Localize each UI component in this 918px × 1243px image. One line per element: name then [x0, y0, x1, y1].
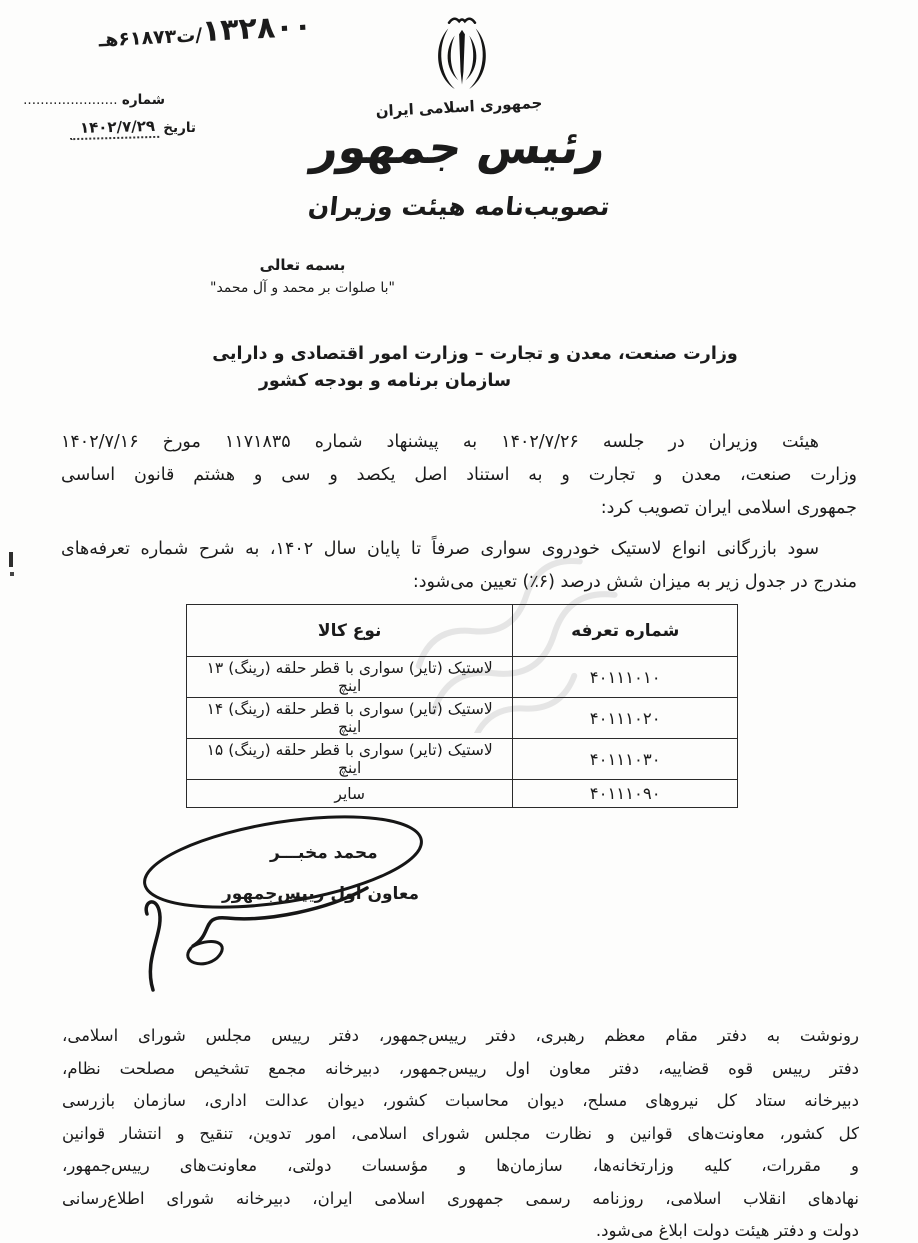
distribution-line: رونوشت به دفتر مقام معظم رهبری، دفتر رییس‌جمهور، دفتر رییس مجلس شورای اسلامی،: [62, 1026, 859, 1045]
tariff-cell: ۴۰۱۱۱۰۱۰: [513, 657, 738, 698]
number-field: [25, 92, 165, 108]
distribution-line: دولت و دفتر هیئت دولت ابلاغ می‌شود.: [595, 1221, 859, 1240]
table-header-goods: نوع کالا: [187, 605, 513, 657]
tariff-cell: ۴۰۱۱۱۰۲۰: [513, 698, 738, 739]
table-header-row: [187, 605, 738, 657]
body-paragraph-2: [61, 533, 857, 599]
letterhead-doc-type: تصویب‌نامه هیئت وزیران: [306, 192, 612, 221]
table-header-tariff: شماره تعرفه: [513, 605, 738, 657]
date-value: ۱۴۰۲/۷/۲۹: [70, 117, 160, 140]
signer-name: محمد مخبـــر: [270, 843, 378, 863]
goods-cell: سایر: [187, 780, 513, 808]
distribution-line: دبیرخانه ستاد کل نیروهای مسلح، دیوان محاسبات کشور، دیوان عدالت اداری، سازمان بازرسی: [62, 1091, 859, 1110]
distribution-line: کل کشور، معاونت‌های قوانین و نظارت مجلس شورای اسلامی، امور تدوین، تنقیح و انتشار قوانین: [62, 1123, 859, 1143]
reference-number: [19, 8, 312, 58]
body-line: سود بازرگانی انواع لاستیک خودروی سواری صرفاً تا پایان سال ۱۴۰۲، به شرح شماره تعرفه‌های: [61, 539, 819, 559]
distribution-line: دفتر رییس قوه قضاییه، دفتر معاون اول رییس‌جمهور، دبیرخانه مجمع تشخیص مصلحت نظام،: [62, 1058, 859, 1078]
tariff-cell: ۴۰۱۱۱۰۹۰: [513, 780, 738, 808]
scan-edge-mark: [9, 552, 13, 567]
letterhead-office-title: رئیس جمهور: [308, 120, 610, 174]
bismillah-text: بسمه تعالی: [259, 256, 346, 274]
goods-cell: لاستیک (تایر) سواری با قطر حلقه (رینگ) ۱۵ اینچ: [187, 739, 513, 780]
body-line: مندرج در جدول زیر به میزان شش درصد (۶٪) تعیین می‌شود:: [412, 572, 857, 592]
tariff-table: [186, 604, 738, 808]
table-row: [187, 739, 738, 780]
table-row: [187, 657, 738, 698]
goods-cell: لاستیک (تایر) سواری با قطر حلقه (رینگ) ۱۳ اینچ: [187, 657, 513, 698]
distribution-line: نهادهای انقلاب اسلامی، روزنامه رسمی جمهوری اسلامی ایران، دبیرخانه شورای اطلاع‌رسانی: [62, 1188, 859, 1208]
salawat-text: "با صلوات بر محمد و آل محمد": [210, 280, 395, 296]
tariff-cell: ۴۰۱۱۱۰۳۰: [513, 739, 738, 780]
reference-number-main: ۱۳۲۸۰۰: [201, 8, 313, 50]
table-row: [187, 780, 738, 808]
signer-title: معاون اول رییس‌جمهور: [222, 884, 420, 904]
date-field-label: تاریخ: [163, 120, 196, 136]
distribution-note: [62, 1020, 859, 1243]
invocation-block: [195, 256, 410, 296]
goods-cell: لاستیک (تایر) سواری با قطر حلقه (رینگ) ۱۴ اینچ: [187, 698, 513, 739]
body-paragraph-1: [61, 426, 857, 525]
body-line: وزارت صنعت، معدن و تجارت و به استناد اصل یکصد و سی و هشتم قانون اساسی: [61, 465, 857, 485]
table-row: [187, 698, 738, 739]
iran-emblem-icon: [426, 14, 498, 102]
number-field-label: شماره: [121, 92, 165, 108]
addressee-line-2: سازمان برنامه و بودجه کشور: [258, 371, 512, 391]
reference-number-suffix: /ت۶۱۸۷۳هـ: [98, 24, 203, 52]
addressee-line-1: وزارت صنعت، معدن و تجارت – وزارت امور اقتصادی و دارایی: [212, 344, 738, 364]
scan-edge-dot: [10, 572, 14, 576]
body-line: هیئت وزیران در جلسه ۱۴۰۲/۷/۲۶ به پیشنهاد شماره ۱۱۷۱۸۳۵ مورخ ۱۴۰۲/۷/۱۶: [61, 432, 819, 452]
distribution-line: و مقررات، کلیه وزارتخانه‌ها، سازمان‌ها و مؤسسات دولتی، معاونت‌های رییس‌جمهور،: [62, 1156, 859, 1175]
tariff-table-wrap: [186, 604, 738, 808]
body-text: [61, 426, 857, 599]
number-field-dots: ......................: [23, 92, 118, 108]
body-line: جمهوری اسلامی ایران تصویب کرد:: [600, 498, 857, 518]
letterhead-country: جمهوری اسلامی ایران: [375, 93, 543, 121]
addressee-block: [150, 344, 800, 391]
